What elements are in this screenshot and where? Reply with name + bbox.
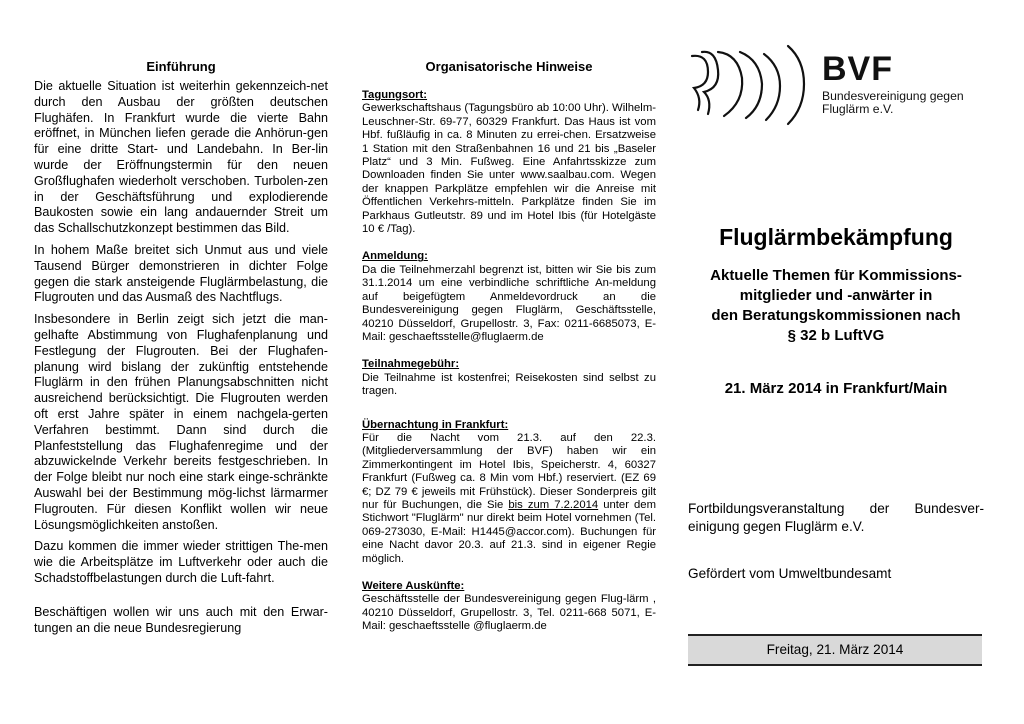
cover-title: Fluglärmbekämpfung	[719, 224, 953, 250]
accommodation-section	[362, 419, 656, 566]
fee-heading: Teilnahmegebühr:	[362, 358, 460, 371]
training-note: Fortbildungsveranstaltung der Bundesver-einigung gegen Fluglärm e.V.	[688, 501, 984, 534]
logo-acronym: BVF	[822, 50, 893, 88]
subtitle-line-3: den Beratungskommissionen nach	[711, 307, 961, 324]
accommodation-heading: Übernachtung in Frankfurt:	[362, 418, 509, 431]
subtitle-line-2: mitglieder und -anwärter in	[739, 287, 933, 304]
intro-heading: Einführung	[146, 59, 216, 74]
subtitle-line-1: Aktuelle Themen für Kommissions-	[710, 267, 962, 284]
intro-paragraph-3: Insbesondere in Berlin zeigt sich jetzt die man-gelhafte Abstimmung von Flughafenplanung und Festlegung der Flugrouten. Bei der Flughafen-planung wird bislang der zukünftig entstehende Fluglärm in den frühen Planungsabschnitten nicht ausreichend berücksichtigt. Die Flugrouten werden oft erst Jahre später in einem nachgela-gerten Verfahren bestimmt. Dann sind durch die Planfeststellung das Flughafenregime und der abzuwickelnde Verkehr bereits festgeschrieben. In der Folge bleibt nur noch eine stark einge-schränkte Auswahl bei der Bestimmung mög-lichst lärmarmer Flugrouten. Für diesen Konflikt wollen wir neue Lösungsmöglichkeiten anstoßen.	[34, 312, 328, 532]
registration-section	[362, 250, 656, 344]
venue-section	[362, 89, 656, 236]
event-date: 21. März 2014 in Frankfurt/Main	[724, 380, 948, 397]
registration-heading: Anmeldung:	[362, 250, 428, 263]
info-text: Geschäftsstelle der Bundesvereinigung gegen Flug-lärm , 40210 Düsseldorf, Grupellostr. 3, Tel. 0211-668 5071, E-Mail: geschaeftsstelle @fluglaerm.de	[362, 593, 656, 633]
organisation-body	[362, 89, 656, 634]
venue-text: Gewerkschaftshaus (Tagungsbüro ab 10:00 Uhr). Wilhelm-Leuschner-Str. 69-77, 60329 Frankfurt. Das Haus ist vom Hbf. fußläufig in ca. 8 Minuten zu errei-chen. Ersatzweise 1 Station mit den Straßenbahnen 16 und 21 bis „Baseler Platz“ und 3 Min. Fußweg. Eine Anfahrtsskizze zum Downloaden finden Sie unter www.saalbau.com. Wegen der knappen Parkplätze empfehlen wir die Anreise mit Öffentlichen Verkehrs-mitteln. Parkplätze finden Sie im Parkhaus Gutleutstr. 89 und im Hotel Ibis (für Hotelgäste 10 € /Tag).	[362, 102, 656, 236]
intro-paragraph-5: Beschäftigen wollen wir uns auch mit den Erwar-tungen an die neue Bundesregierung	[34, 604, 328, 635]
logo-subtitle	[822, 90, 964, 116]
sponsor-note: Gefördert vom Umweltbundesamt	[688, 566, 892, 581]
fee-text: Die Teilnahme ist kostenfrei; Reisekosten sind selbst zu tragen.	[362, 371, 656, 398]
intro-paragraph-1: Die aktuelle Situation ist weiterhin gekennzeich-net durch den Ausbau der größten deutschen Flughäfen. In Frankfurt wurde die vierte Bahn eröffnet, in München liefen gerade die Anhörun-gen für eine dritte Start- und Landebahn. In Ber-lin wurde der Eröffnungstermin für den neuen Großflughafen wiederholt verschoben. Turbolen-zen in der Geschäftsführung und explodierende Baukosten sowie ein lang andauernder Streit um das Schallschutzkonzept bestimmen das Bild.	[34, 79, 328, 236]
info-heading: Weitere Auskünfte:	[362, 580, 465, 592]
intro-body	[34, 79, 328, 642]
venue-heading: Tagungsort:	[362, 89, 428, 101]
intro-paragraph-2: In hohem Maße breitet sich Unmut aus und viele Tausend Bürger demonstrieren in dichter Folge gegen die stark ansteigende Fluglärmbelastung, die Flugrouten und das Ausmaß des Nachtflugs.	[34, 242, 328, 305]
day-box: Freitag, 21. März 2014	[688, 634, 982, 666]
registration-text: Da die Teilnehmerzahl begrenzt ist, bitten wir Sie bis zum 31.1.2014 um eine verbindliche schriftliche An-meldung auf beigefügtem Anmeldevordruck an die Bundesvereinigung gegen Fluglärm, Geschäftsstelle, 40210 Düsseldorf, Grupellostr. 3, Fax: 0211-6685073, E-Mail: geschaeftsstelle@fluglaerm.de	[362, 263, 656, 343]
info-section	[362, 580, 656, 634]
sound-wave-logo-icon	[688, 40, 818, 126]
organisation-heading: Organisatorische Hinweise	[425, 59, 593, 74]
intro-paragraph-4: Dazu kommen die immer wieder strittigen The-men wie die Arbeitsplätze im Luftverkehr oder auch die Schadstoffbelastungen durch die Luft-fahrt.	[34, 539, 328, 585]
subtitle-line-4: § 32 b LuftVG	[787, 327, 885, 344]
accommodation-text-before: Für die Nacht vom 21.3. auf den 22.3. (Mitgliederversammlung der BVF) haben wir ein Zimmerkontingent im Hotel Ibis, Speicherstr. 4, 60327 Frankfurt (Fußweg ca. 8 Min vom Hbf.) reserviert. (EZ 69 €; DZ 79 € jeweils mit Frühstück). Dieser Sonderpreis gilt nur für Buchungen, die Sie	[362, 431, 656, 511]
fee-section	[362, 358, 656, 398]
cover-subtitle	[688, 266, 984, 346]
logo-line-2: Fluglärm e.V.	[822, 102, 894, 116]
booking-deadline: bis zum 7.2.2014	[508, 498, 599, 511]
bvf-logo	[688, 40, 984, 126]
accommodation-text	[362, 432, 656, 566]
accommodation-text-after: unter dem Stichwort "Fluglärm" nur direkt beim Hotel vornehmen (Tel. 069-273030, E-Mail: H1445@accor.com). Buchungen für eine Nacht davor 20.3. auf 21.3. sind in eigener Regie möglich.	[362, 498, 656, 565]
logo-line-1: Bundesvereinigung gegen	[822, 89, 964, 103]
